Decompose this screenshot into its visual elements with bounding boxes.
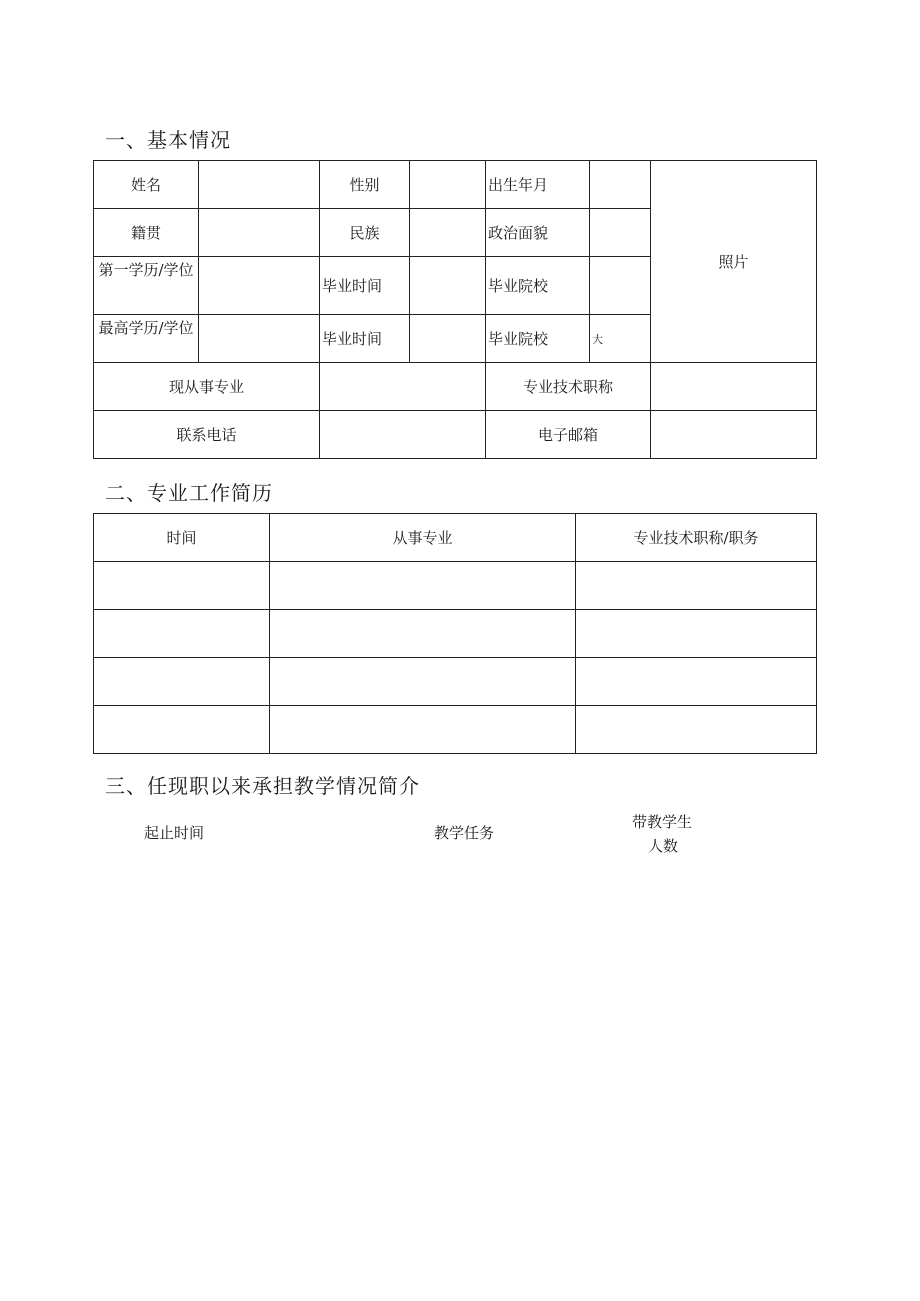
history-title-cell[interactable]	[576, 658, 817, 706]
history-major-cell[interactable]	[270, 562, 576, 610]
work-history-table	[93, 513, 817, 754]
table-row	[94, 658, 817, 706]
history-title-cell[interactable]	[576, 610, 817, 658]
phone-label: 联系电话	[94, 411, 320, 459]
history-major-cell[interactable]	[270, 706, 576, 754]
ethnicity-field[interactable]	[410, 209, 486, 257]
grad-time-field-2[interactable]	[410, 315, 486, 363]
column-header-major: 从事专业	[270, 514, 576, 562]
column-header-students-line1: 带教学生	[632, 813, 693, 831]
political-label: 政治面貌	[486, 209, 590, 257]
photo-label: 照片	[718, 253, 749, 271]
first-degree-field[interactable]	[199, 257, 320, 315]
title-label: 专业技术职称	[486, 363, 651, 411]
grad-school-field-2[interactable]: 大	[590, 315, 651, 363]
section1-heading: 一、基本情况	[105, 128, 231, 152]
native-label: 籍贯	[94, 209, 199, 257]
history-time-cell[interactable]	[94, 658, 270, 706]
grad-school-label-2: 毕业院校	[486, 315, 590, 363]
photo-cell[interactable]	[651, 161, 817, 363]
name-label: 姓名	[94, 161, 199, 209]
column-header-time: 时间	[94, 514, 270, 562]
name-field[interactable]	[199, 161, 320, 209]
email-field[interactable]	[651, 411, 817, 459]
section2-heading: 二、专业工作简历	[105, 481, 273, 505]
email-label: 电子邮箱	[486, 411, 651, 459]
history-title-cell[interactable]	[576, 706, 817, 754]
grad-time-label-1: 毕业时间	[320, 257, 410, 315]
column-header-period: 起止时间	[144, 824, 205, 842]
current-major-label: 现从事专业	[94, 363, 320, 411]
history-time-cell[interactable]	[94, 610, 270, 658]
title-field[interactable]	[651, 363, 817, 411]
birth-field[interactable]	[590, 161, 651, 209]
political-field[interactable]	[590, 209, 651, 257]
history-title-cell[interactable]	[576, 562, 817, 610]
grad-school-field-1[interactable]	[590, 257, 651, 315]
highest-degree-field[interactable]	[199, 315, 320, 363]
basic-info-table	[93, 160, 817, 459]
first-degree-label: 第一学历/学位	[94, 257, 199, 315]
table-row	[94, 706, 817, 754]
history-major-cell[interactable]	[270, 610, 576, 658]
birth-label: 出生年月	[486, 161, 590, 209]
column-header-students-line2: 人数	[648, 837, 679, 855]
table-row	[94, 562, 817, 610]
highest-degree-label: 最高学历/学位	[94, 315, 199, 363]
column-header-title: 专业技术职称/职务	[576, 514, 817, 562]
gender-field[interactable]	[410, 161, 486, 209]
native-field[interactable]	[199, 209, 320, 257]
section3-heading: 三、任现职以来承担教学情况简介	[105, 774, 420, 798]
ethnicity-label: 民族	[320, 209, 410, 257]
gender-label: 性别	[320, 161, 410, 209]
grad-time-field-1[interactable]	[410, 257, 486, 315]
history-major-cell[interactable]	[270, 658, 576, 706]
history-time-cell[interactable]	[94, 562, 270, 610]
grad-school-label-1: 毕业院校	[486, 257, 590, 315]
current-major-field[interactable]	[320, 363, 486, 411]
grad-time-label-2: 毕业时间	[320, 315, 410, 363]
history-time-cell[interactable]	[94, 706, 270, 754]
column-header-task: 教学任务	[434, 824, 495, 842]
table-row	[94, 610, 817, 658]
phone-field[interactable]	[320, 411, 486, 459]
